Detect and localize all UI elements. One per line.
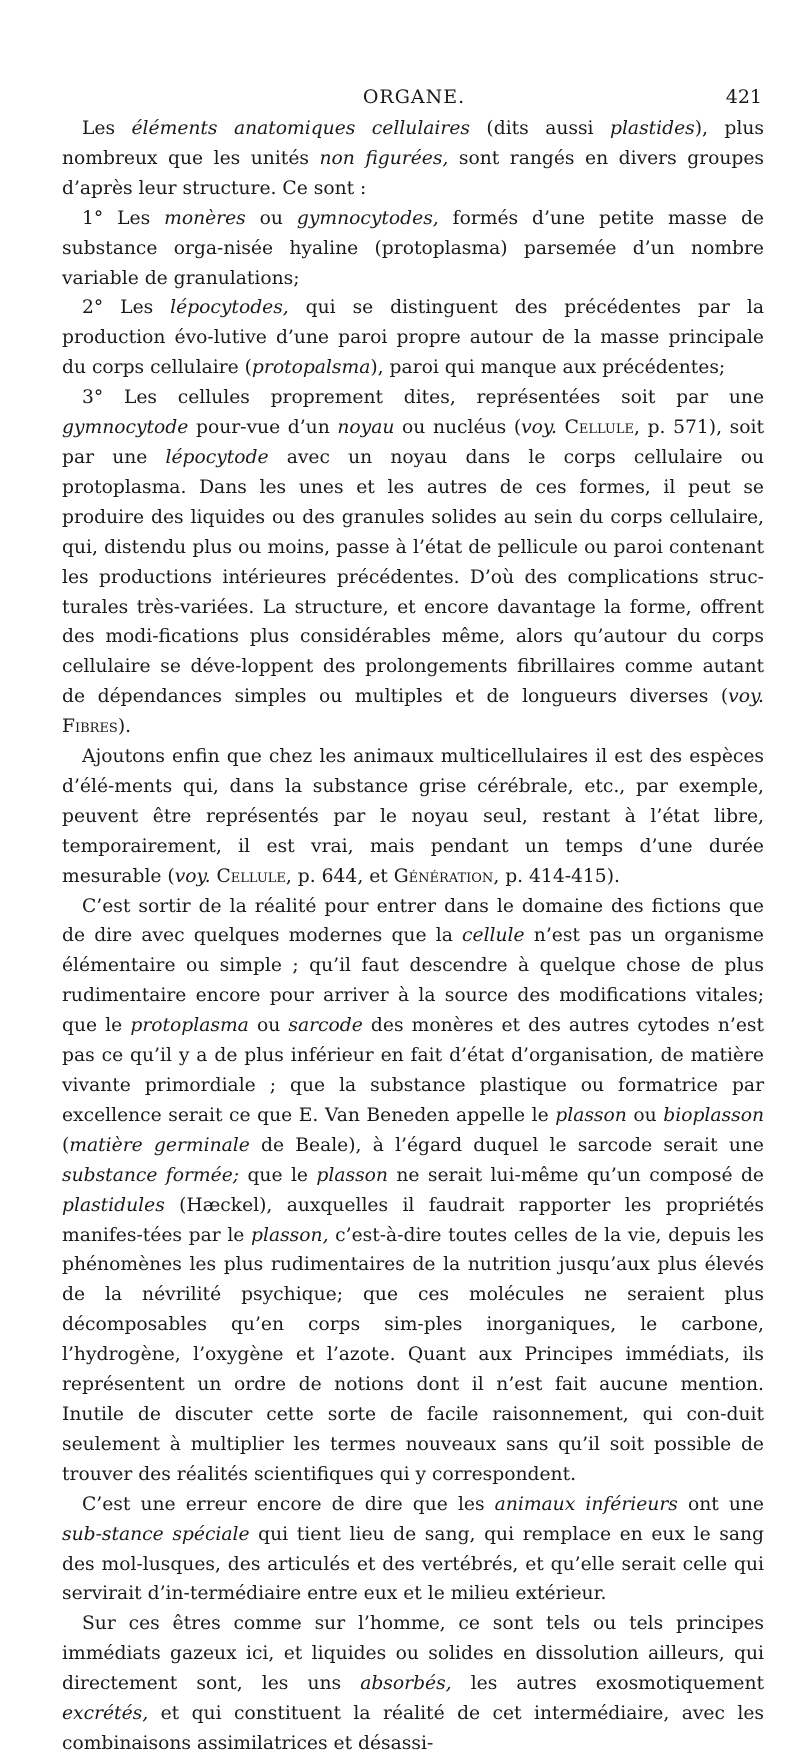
small-caps-reference: Cellule [216,865,286,887]
text-run: (Hæckel), auxquelles il faudrait rapporter les propriétés manifes-tées par le [62,1194,764,1246]
text-run: C’est une erreur encore de dire que les [82,1493,495,1515]
italic-term: éléments anatomiques cellulaires [131,118,470,139]
running-title: ORGANE. [362,86,466,108]
italic-term: monères [164,207,246,229]
paragraph [62,742,764,892]
text-run: ne serait lui-même qu’un composé de [387,1164,764,1186]
italic-term: voy. [521,417,557,439]
text-run: , p. 414-415). [493,865,620,887]
italic-term: matière germinale [69,1134,250,1156]
italic-term: noyau [337,417,395,439]
text-run: ou [248,1015,289,1037]
text-run: Ajoutons enfin que chez les animaux multicellulaires il est des espèces d’élé-ments qui, dans la substance grise cérébrale, etc., par exemple, peuvent être représentés par le noyau seul, restant à l’état libre, temporairement, il est vrai, mais pendant un temps d’une durée mesurable ( [62,746,764,887]
italic-term: plasson [555,1104,627,1126]
italic-term: excrétés, [62,1703,149,1725]
text-run: qui tient lieu de sang, qui remplace en eux le sang des mol-lusques, des articulés et des vertébrés, et qu’elle serait celle qui servirait d’in-termédiaire entre eux et le milieu extérieur. [62,1523,764,1605]
italic-term: plastidules [62,1194,165,1216]
italic-term: bioplasson [663,1104,765,1126]
text-run: (dits aussi [470,118,610,139]
paragraph [62,892,764,1490]
italic-term: plasson, [251,1224,329,1246]
italic-term: gymnocytode [62,417,189,439]
italic-term: animaux inférieurs [494,1493,678,1515]
text-run: , p. 571), soit par une [62,417,764,468]
text-run: , p. 644, et [285,865,394,887]
text-run: qui se distinguent des précédentes par la production évo-lutive d’une paroi propre autour de la masse principale du corps cellulaire ( [62,297,764,379]
text-run: ), plus nombreux que les unités [62,118,764,169]
page-header [62,84,766,114]
italic-term: cellule [462,925,525,947]
paragraph [62,114,764,204]
paragraph [62,1490,764,1610]
text-run: ont une [677,1493,764,1515]
text-run: ou [626,1104,664,1126]
italic-term: sub-stance spéciale [62,1523,250,1545]
italic-term: plastides [609,118,695,139]
italic-term: substance formée; [62,1164,240,1186]
text-run: formés d’une petite masse de substance orga-nisée hyaline (protoplasma) parsemée d’un nombre variable de granulations; [62,207,764,289]
italic-term: lépocytodes, [170,297,289,319]
italic-term: voy. [728,686,764,708]
text-run: c’est-à-dire toutes celles de la vie, depuis les phénomènes les plus rudimentaires de la nutrition jusqu’aux plus élevés de la névrilité psychique; que ces molécules ne seraient plus décomposables qu’en corps sim-ples inorganiques, le carbone, l’hydrogène, l’oxygène et l’azote. Quant aux Principes immédiats, ils représentent un ordre de notions dont il n’est fait aucune mention. Inutile de discuter cette sorte de facile raisonnement, qui con-duit seulement à multiplier les termes nouveaux sans qu’il soit possible de trouver des réalités scientifiques qui y correspondent. [62,1224,764,1485]
italic-term: protoplasma [130,1015,249,1037]
text-run: 1° Les [82,207,165,229]
italic-term: non figurées, [319,147,449,169]
text-run: pour-vue d’un [188,417,338,439]
text-run: ), paroi qui manque aux précédentes; [370,357,726,379]
text-run: des monères et des autres cytodes n’est pas ce qu’il y a de plus inférieur en fait d’état d’organisation, de matière vivante primordiale ; que la substance plastique ou formatrice par excellence serait ce que E. Van Beneden appelle le [62,1015,764,1126]
paragraph [62,204,764,294]
paragraph [62,1609,764,1759]
text-run: avec un noyau dans le corps cellulaire ou protoplasma. Dans les unes et les autres de ces formes, il peut se produire des liquides ou des granules solides au sein du corps cellulaire, qui, distendu plus ou moins, passe à l’état de pellicule ou paroi contenant les productions intérieures précédentes. D’où des complications struc-turales très-variées. La structure, et encore davantage la forme, offrent des modi-fications plus considérables même, alors qu’autour du corps cellulaire se déve-loppent des prolongements fibrillaires comme autant de dépendances simples ou multiples et de longueurs diverses ( [62,446,764,708]
page-number: 421 [725,86,762,108]
italic-term: absorbés, [360,1673,452,1695]
small-caps-reference: Cellule [564,417,634,439]
text-run: Sur ces êtres comme sur l’homme, ce sont tels ou tels principes immédiats gazeux ici, et liquides ou solides en dissolution ailleurs, qui directement sont, les uns [62,1613,764,1695]
text-run: de Beale), à l’égard duquel le sarcode serait une [249,1134,764,1156]
italic-term: voy. [174,865,211,887]
text-run: que le [239,1164,317,1186]
body-text [62,114,764,1759]
text-run: ou nucléus ( [394,417,522,439]
paragraph [62,293,764,383]
italic-term: protopalsma [251,357,371,379]
text-run: ). [117,716,132,738]
text-run: 3° Les cellules proprement dites, représentées soit par une [82,387,764,409]
italic-term: plasson [316,1164,388,1186]
text-run: ( [62,1134,70,1156]
text-run: les autres exosmotiquement [451,1673,765,1695]
text-run: C’est sortir de la réalité pour entrer dans le domaine des fictions que de dire avec quelques modernes que la [62,895,764,947]
italic-term: lépocytode [165,446,269,468]
text-run: sont rangés en divers groupes d’après leur structure. Ce sont : [62,147,765,199]
text-run: n’est pas un organisme élémentaire ou simple ; qu’il faut descendre à quelque chose de plus rudimentaire encore pour arriver à la source des modifications vitales; que le [62,925,764,1037]
italic-term: sarcode [288,1015,363,1037]
text-run: 2° Les [82,297,171,319]
text-run: ou [245,207,297,229]
text-run: et qui constituent la réalité de cet intermédiaire, avec les combinaisons assimilatrices et désassi- [62,1703,764,1754]
small-caps-reference: Fibres [62,716,118,738]
italic-term: gymnocytodes, [296,207,439,229]
paragraph [62,383,764,742]
text-run: Les [82,118,132,139]
small-caps-reference: Génération [393,865,494,887]
text-run [557,417,565,438]
